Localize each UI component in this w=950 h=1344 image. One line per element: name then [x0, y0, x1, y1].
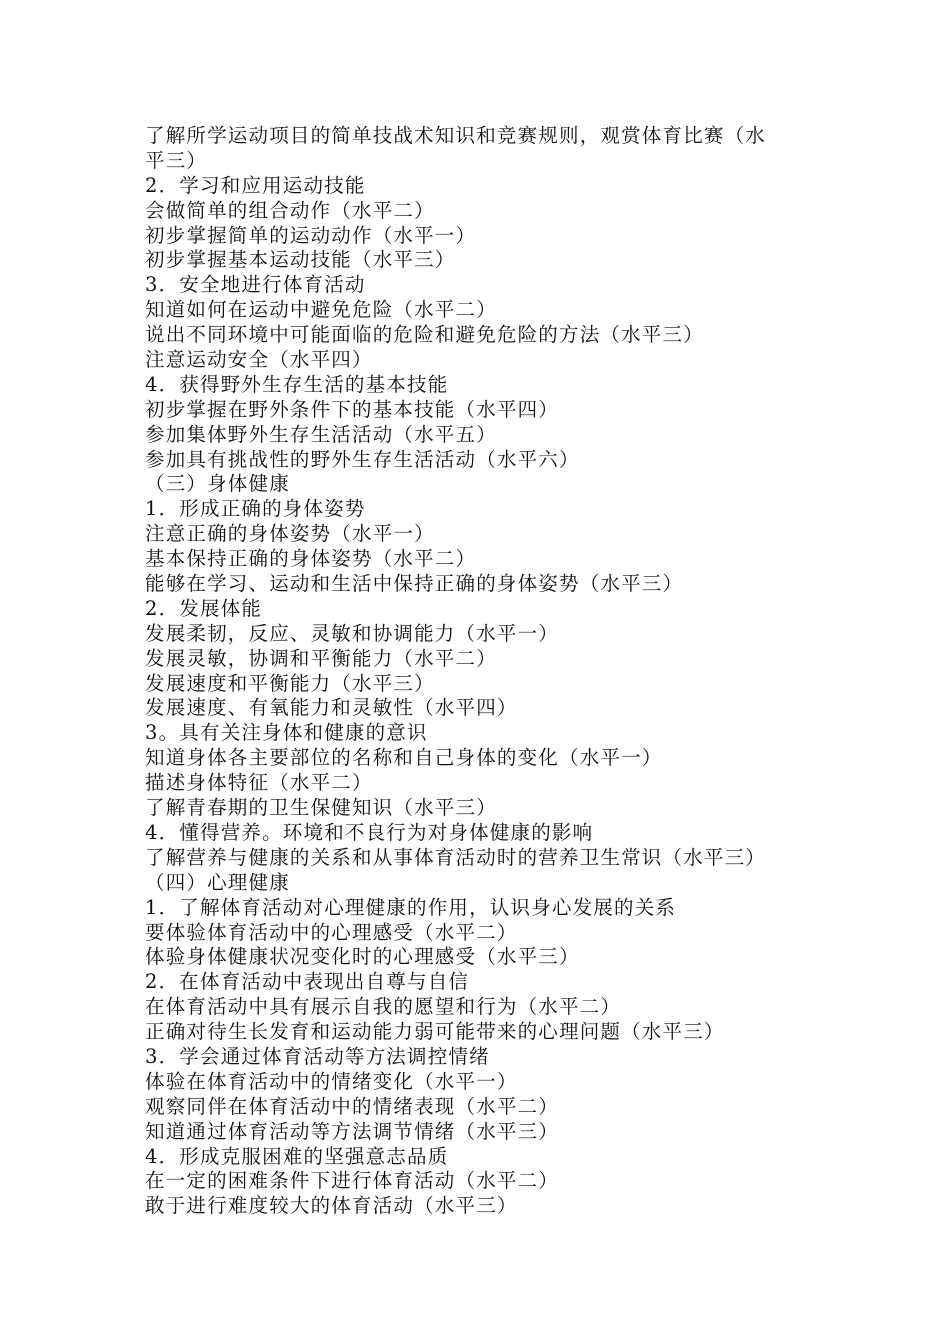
- section-heading: 1．了解体育活动对心理健康的作用，认识身心发展的关系: [145, 895, 677, 919]
- section-heading: 4．获得野外生存生活的基本技能: [145, 372, 449, 396]
- text-line: 体验身体健康状况变化时的心理感受（水平三）: [145, 945, 580, 969]
- section-heading: 1．形成正确的身体姿势: [145, 497, 366, 521]
- section-heading: 4．形成克服困难的坚强意志品质: [145, 1144, 449, 1168]
- text-line: 发展灵敏，协调和平衡能力（水平二）: [145, 646, 497, 670]
- text-line: 敢于进行难度较大的体育活动（水平三）: [145, 1194, 518, 1218]
- section-heading: 4．懂得营养。环境和不良行为对身体健康的影响: [145, 820, 594, 844]
- text-line: 正确对待生长发育和运动能力弱可能带来的心理问题（水平三）: [145, 1020, 725, 1044]
- text-line: 在一定的困难条件下进行体育活动（水平二）: [145, 1169, 560, 1193]
- chapter-heading: （四）心理健康: [145, 870, 290, 894]
- text-line: 在体育活动中具有展示自我的愿望和行为（水平二）: [145, 995, 622, 1019]
- text-line: 初步掌握简单的运动动作（水平一）: [145, 223, 477, 247]
- section-heading: 3。具有关注身体和健康的意识: [145, 721, 428, 745]
- text-line: 会做简单的组合动作（水平二）: [145, 198, 435, 222]
- section-heading: 2．发展体能: [145, 596, 263, 620]
- chapter-heading: （三）身体健康: [145, 472, 290, 496]
- text-line: 知道身体各主要部位的名称和自己身体的变化（水平一）: [145, 746, 663, 770]
- text-line: 发展速度、有氧能力和灵敏性（水平四）: [145, 696, 518, 720]
- text-line: 发展柔韧，反应、灵敏和协调能力（水平一）: [145, 621, 560, 645]
- text-line: 平三）: [145, 148, 208, 172]
- text-line: 了解所学运动项目的简单技战术知识和竞赛规则，观赏体育比赛（水: [145, 124, 767, 147]
- text-line: 参加具有挑战性的野外生存生活活动（水平六）: [145, 447, 580, 471]
- section-heading: 3．安全地进行体育活动: [145, 273, 366, 297]
- section-heading: 2．学习和应用运动技能: [145, 173, 366, 197]
- text-line: 说出不同环境中可能面临的危险和避免危险的方法（水平三）: [145, 323, 704, 347]
- text-line: 注意运动安全（水平四）: [145, 348, 373, 372]
- text-line: 了解青春期的卫生保健知识（水平三）: [145, 796, 497, 820]
- text-line: 初步掌握在野外条件下的基本技能（水平四）: [145, 397, 560, 421]
- text-line: 描述身体特征（水平二）: [145, 771, 373, 795]
- section-heading: 3．学会通过体育活动等方法调控情绪: [145, 1044, 490, 1068]
- text-line: 参加集体野外生存生活活动（水平五）: [145, 422, 497, 446]
- text-line: 了解营养与健康的关系和从事体育活动时的营养卫生常识（水平三）: [145, 845, 767, 869]
- text-line: 知道如何在运动中避免危险（水平二）: [145, 298, 497, 322]
- text-line: 观察同伴在体育活动中的情绪表现（水平二）: [145, 1094, 560, 1118]
- text-line: 基本保持正确的身体姿势（水平二）: [145, 547, 477, 571]
- text-line: 体验在体育活动中的情绪变化（水平一）: [145, 1069, 518, 1093]
- document-body: [145, 124, 825, 1219]
- text-line: 发展速度和平衡能力（水平三）: [145, 671, 435, 695]
- text-line: 要体验体育活动中的心理感受（水平二）: [145, 920, 518, 944]
- text-line: 注意正确的身体姿势（水平一）: [145, 522, 435, 546]
- text-line: 能够在学习、运动和生活中保持正确的身体姿势（水平三）: [145, 572, 684, 596]
- text-line: 初步掌握基本运动技能（水平三）: [145, 248, 456, 272]
- section-heading: 2．在体育活动中表现出自尊与自信: [145, 970, 470, 994]
- text-line: 知道通过体育活动等方法调节情绪（水平三）: [145, 1119, 560, 1143]
